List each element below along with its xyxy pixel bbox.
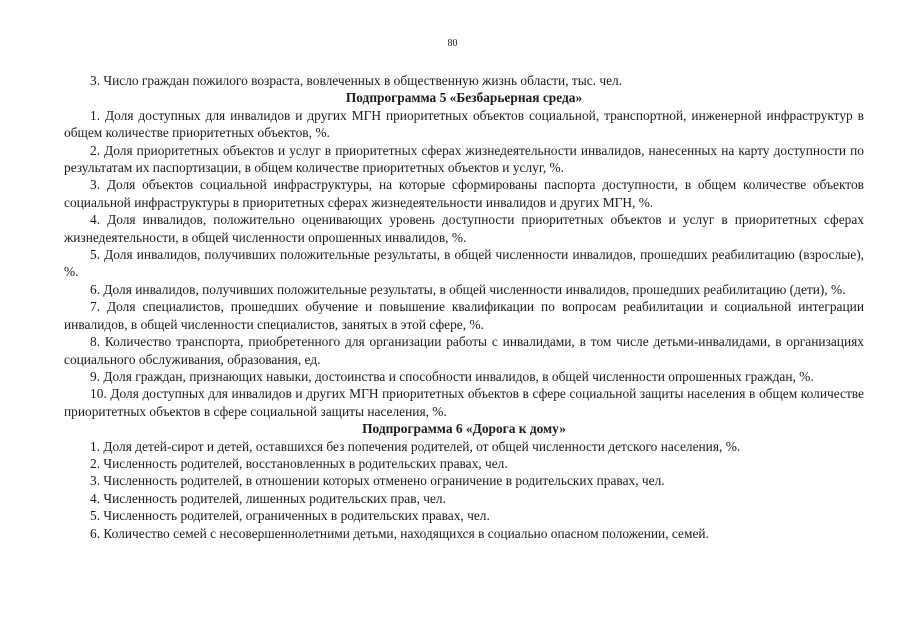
subprogram-5-item-8: 8. Количество транспорта, приобретенного для организации работы с инвалидами, в том числе детьми-инвалидами, в организациях социального обслуживания, образования, ед. xyxy=(64,334,864,367)
subprogram-6-item-3: 3. Численность родителей, в отношении которых отменено ограничение в родительских правах, чел. xyxy=(90,473,665,489)
subprogram-5-item-5: 5. Доля инвалидов, получивших положительные результаты, в общей численности инвалидов, прошедших реабилитацию (взрослые), %. xyxy=(64,247,864,280)
subprogram-6-item-6: 6. Количество семей с несовершеннолетними детьми, находящихся в социально опасном положении, семей. xyxy=(90,525,709,541)
subprogram-6-item-1: 1. Доля детей-сирот и детей, оставшихся без попечения родителей, от общей численности детского населения, %. xyxy=(90,438,741,454)
intro-item: 3. Число граждан пожилого возраста, вовлеченных в общественную жизнь области, тыс. чел. xyxy=(90,73,623,88)
subprogram-5-item-3: 3. Доля объектов социальной инфраструктуры, на которые сформированы паспорта доступности, в общем количестве объектов социальной инфраструктуры в приоритетных сферах жизнедеятельности инвалидов и других МГН, %. xyxy=(64,177,864,210)
subprogram-6-item-5: 5. Численность родителей, ограниченных в родительских правах, чел. xyxy=(90,508,490,524)
subprogram-6-item-4: 4. Численность родителей, лишенных родительских прав, чел. xyxy=(90,490,446,506)
subprogram-5-item-2: 2. Доля приоритетных объектов и услуг в приоритетных сферах жизнедеятельности инвалидов, нанесенных на карту доступности по результатам их паспортизации, в общем количестве приоритетных объектов и услуг, %. xyxy=(64,142,864,176)
subprogram-5-title: Подпрограмма 5 «Безбарьерная среда» xyxy=(345,90,583,106)
document-body xyxy=(64,72,864,542)
subprogram-6-title: Подпрограмма 6 «Дорога к дому» xyxy=(362,421,566,437)
subprogram-6-item-2: 2. Численность родителей, восстановленных в родительских правах, чел. xyxy=(90,455,508,471)
subprogram-5-item-4: 4. Доля инвалидов, положительно оценивающих уровень доступности приоритетных объектов и услуг в приоритетных сферах жизнедеятельности, в общей численности опрошенных инвалидов, %. xyxy=(64,212,864,245)
subprogram-5-item-7: 7. Доля специалистов, прошедших обучение и повышение квалификации по вопросам реабилитации и социальной интеграции инвалидов, в общей численности специалистов, занятых в этой сфере, %. xyxy=(64,299,864,332)
subprogram-5-item-9: 9. Доля граждан, признающих навыки, достоинства и способности инвалидов, в общей численности опрошенных граждан, %. xyxy=(90,368,814,384)
subprogram-5-item-1: 1. Доля доступных для инвалидов и других МГН приоритетных объектов социальной, транспортной, инженерной инфраструктур в общем количестве приоритетных объектов, %. xyxy=(64,107,864,141)
subprogram-5-item-6: 6. Доля инвалидов, получивших положительные результаты, в общей численности инвалидов, прошедших реабилитацию (дети), %. xyxy=(90,281,846,297)
page-number: 80 xyxy=(447,38,458,49)
subprogram-5-item-10: 10. Доля доступных для инвалидов и других МГН приоритетных объектов в сфере социальной защиты населения в общем количестве приоритетных объектов в сфере социальной защиты населения, %. xyxy=(64,386,864,419)
